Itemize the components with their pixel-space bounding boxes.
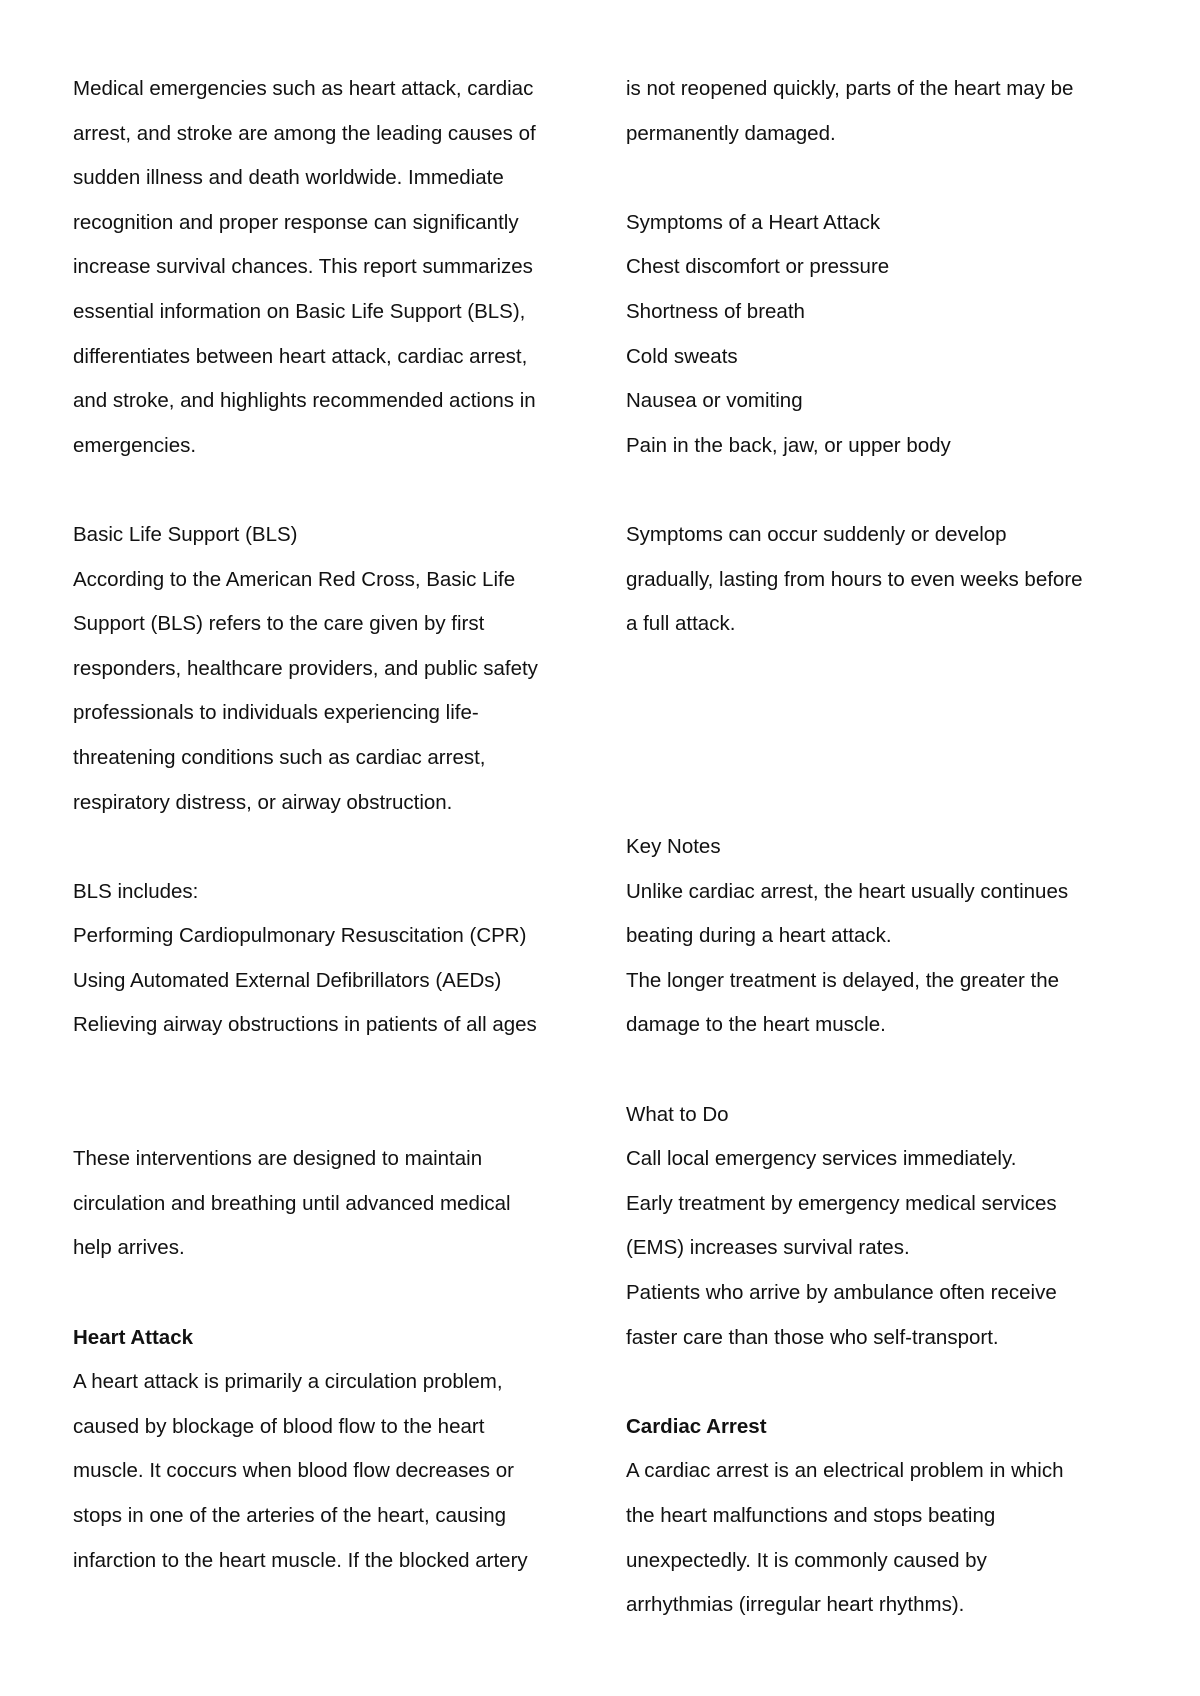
cardiac-arrest-line: A cardiac arrest is an electrical problem in which	[626, 1459, 1064, 1483]
intro-line: essential information on Basic Life Support (BLS),	[73, 299, 526, 323]
intro-line: emergencies.	[73, 433, 197, 457]
symptoms-note-line: Symptoms can occur suddenly or develop	[626, 522, 1007, 546]
bls-definition-line: professionals to individuals experiencing life-	[73, 701, 479, 725]
symptoms-note-line: gradually, lasting from hours to even weeks before	[626, 567, 1083, 591]
cardiac-arrest-line: arrhythmias (irregular heart rhythms).	[626, 1593, 965, 1617]
interventions-paragraph	[73, 1137, 593, 1271]
what-to-do-line: Patients who arrive by ambulance often receive	[626, 1281, 1057, 1305]
list-item: Using Automated External Defibrillators (AEDs)	[73, 968, 502, 992]
heart-attack-line: A heart attack is primarily a circulation problem,	[73, 1370, 503, 1394]
key-notes-line: The longer treatment is delayed, the greater the	[626, 968, 1060, 992]
bls-definition	[73, 558, 593, 826]
cardiac-arrest-definition	[626, 1449, 1146, 1627]
key-notes-line: damage to the heart muscle.	[626, 1013, 886, 1037]
heart-attack-line: caused by blockage of blood flow to the heart	[73, 1414, 485, 1438]
heart-attack-line: is not reopened quickly, parts of the heart may be	[626, 77, 1074, 100]
list-item: Nausea or vomiting	[626, 389, 803, 413]
intro-line: and stroke, and highlights recommended actions in	[73, 389, 536, 413]
spacer	[73, 468, 593, 513]
symptoms-note	[626, 513, 1146, 647]
what-to-do-line: (EMS) increases survival rates.	[626, 1236, 910, 1260]
cardiac-arrest-line: the heart malfunctions and stops beating	[626, 1504, 996, 1528]
intro-line: differentiates between heart attack, cardiac arrest,	[73, 344, 528, 368]
list-item: Relieving airway obstructions in patients of all ages	[73, 1013, 537, 1037]
list-item: Shortness of breath	[626, 299, 805, 323]
what-to-do-line: Call local emergency services immediately.	[626, 1147, 1017, 1171]
right-column	[626, 67, 1146, 1628]
heart-attack-line: muscle. It coccurs when blood flow decreases or	[73, 1459, 514, 1483]
what-to-do-heading: What to Do	[626, 1102, 729, 1126]
bls-definition-line: respiratory distress, or airway obstruction.	[73, 790, 453, 814]
heart-attack-line: stops in one of the arteries of the heart, causing	[73, 1504, 507, 1527]
cardiac-arrest-line: unexpectedly. It is commonly caused by	[626, 1548, 987, 1572]
interventions-line: circulation and breathing until advanced medical	[73, 1191, 511, 1215]
list-item: Cold sweats	[626, 344, 738, 368]
interventions-line: help arrives.	[73, 1236, 185, 1260]
spacer	[626, 156, 1146, 201]
list-item: Chest discomfort or pressure	[626, 255, 890, 279]
heart-attack-heading: Heart Attack	[73, 1325, 194, 1349]
spacer	[73, 1271, 593, 1316]
interventions-line: These interventions are designed to maintain	[73, 1147, 483, 1171]
bls-includes-list	[73, 914, 593, 1048]
spacer	[73, 825, 593, 870]
key-notes-line: beating during a heart attack.	[626, 924, 892, 948]
heart-attack-definition	[73, 1360, 593, 1583]
spacer	[626, 468, 1146, 513]
heart-attack-line: infarction to the heart muscle. If the blocked artery	[73, 1548, 528, 1572]
intro-line: sudden illness and death worldwide. Immediate	[73, 166, 504, 190]
bls-definition-line: threatening conditions such as cardiac arrest,	[73, 745, 486, 769]
what-to-do	[626, 1137, 1146, 1360]
bls-includes-label: BLS includes:	[73, 879, 199, 903]
key-notes	[626, 870, 1146, 1048]
spacer	[73, 1048, 593, 1137]
left-column	[73, 67, 593, 1583]
intro-line: arrest, and stroke are among the leading causes of	[73, 121, 536, 145]
spacer	[626, 647, 1146, 825]
what-to-do-line: Early treatment by emergency medical services	[626, 1191, 1057, 1215]
intro-line: Medical emergencies such as heart attack, cardiac	[73, 77, 534, 100]
bls-definition-line: Support (BLS) refers to the care given by first	[73, 612, 485, 636]
intro-line: recognition and proper response can significantly	[73, 210, 519, 234]
spacer	[626, 1360, 1146, 1405]
heart-attack-continued	[626, 67, 1146, 156]
cardiac-arrest-heading: Cardiac Arrest	[626, 1414, 767, 1438]
bls-heading: Basic Life Support (BLS)	[73, 522, 298, 546]
intro-paragraph	[73, 67, 593, 468]
list-item: Performing Cardiopulmonary Resuscitation (CPR)	[73, 924, 527, 948]
what-to-do-line: faster care than those who self-transport.	[626, 1325, 999, 1349]
symptoms-list	[626, 245, 1146, 468]
symptoms-note-line: a full attack.	[626, 612, 736, 636]
spacer	[626, 1048, 1146, 1093]
bls-definition-line: According to the American Red Cross, Basic Life	[73, 567, 516, 591]
intro-line: increase survival chances. This report summarizes	[73, 255, 533, 279]
key-notes-line: Unlike cardiac arrest, the heart usually continues	[626, 879, 1069, 903]
bls-definition-line: responders, healthcare providers, and public safety	[73, 656, 538, 680]
symptoms-heading: Symptoms of a Heart Attack	[626, 210, 881, 234]
key-notes-heading: Key Notes	[626, 835, 721, 859]
list-item: Pain in the back, jaw, or upper body	[626, 433, 951, 457]
heart-attack-line: permanently damaged.	[626, 121, 836, 145]
